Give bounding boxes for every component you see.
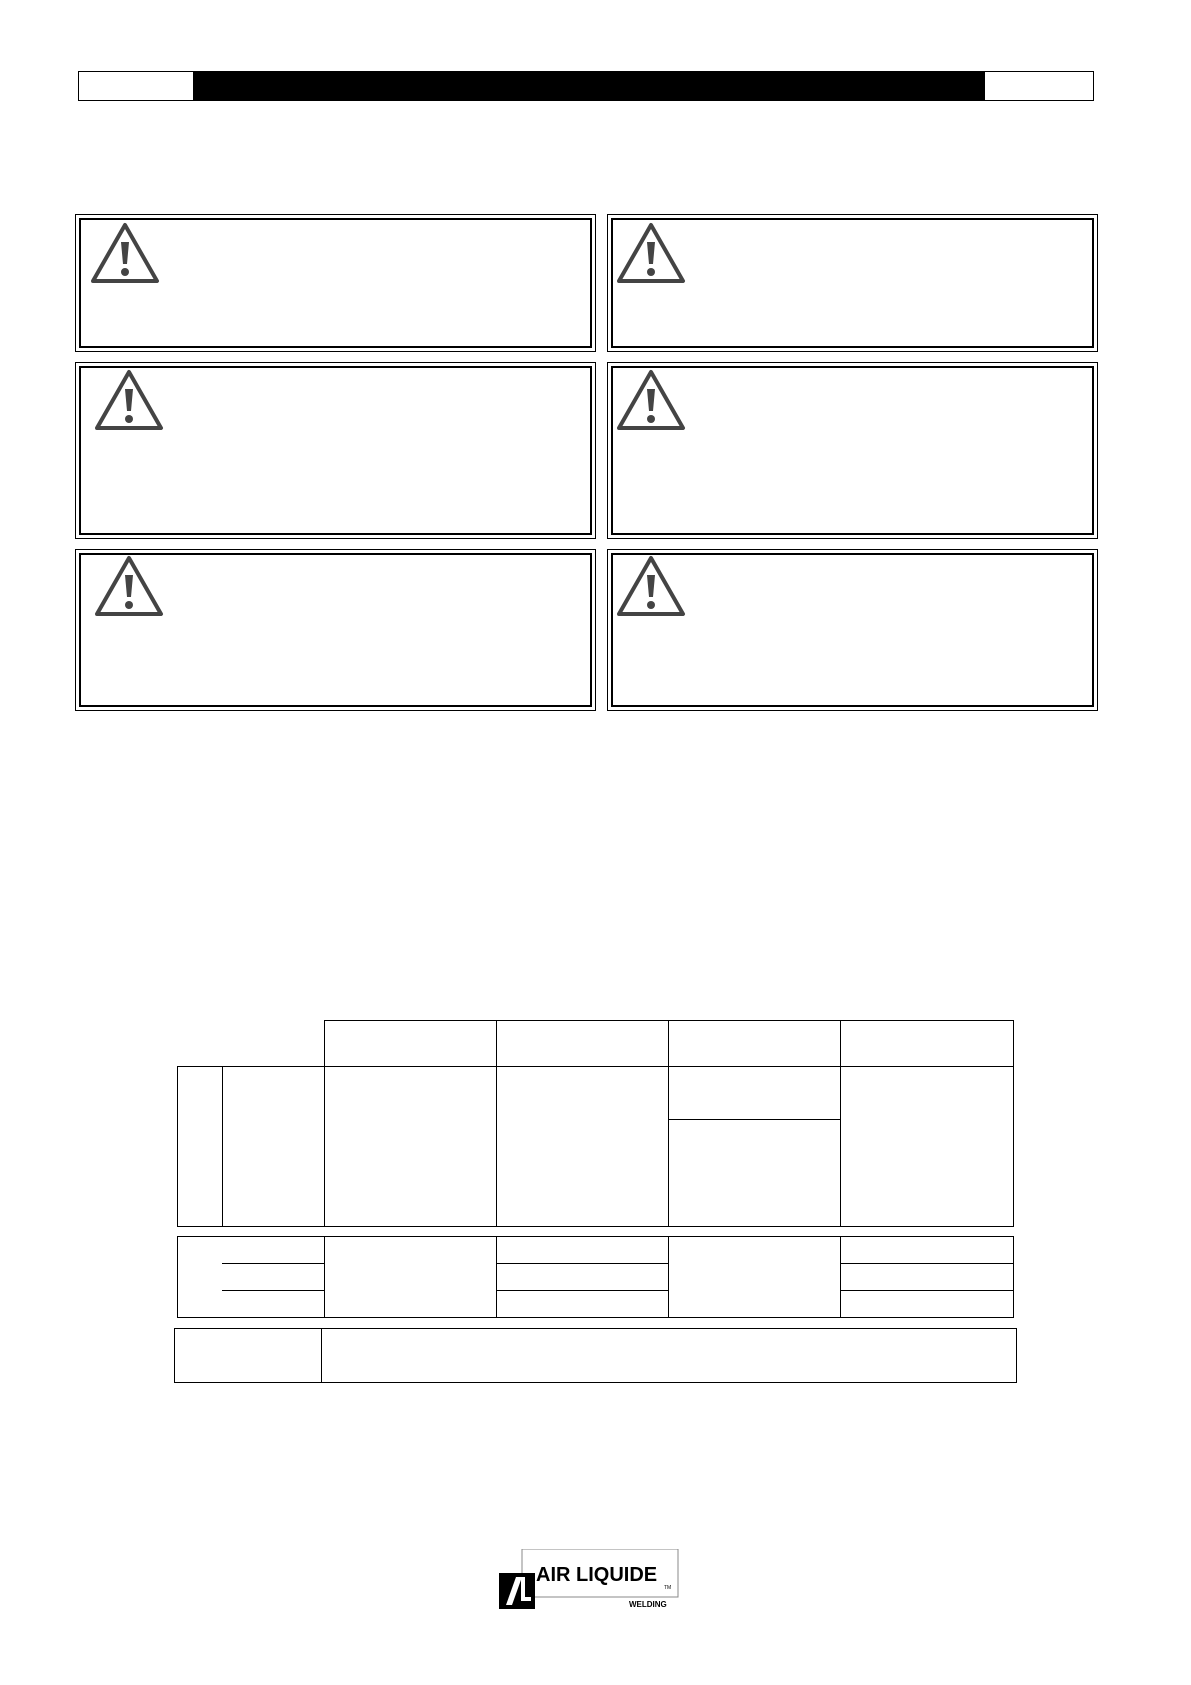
logo-tm: TM	[664, 1585, 672, 1591]
header-title-bar	[193, 71, 985, 101]
logo-sub: WELDING	[629, 1600, 667, 1609]
warning-box-3	[75, 362, 596, 539]
air-liquide-logo-icon	[499, 1549, 679, 1609]
warning-triangle-icon	[94, 555, 164, 617]
warning-box-2	[607, 214, 1098, 352]
warning-box-6	[607, 549, 1098, 711]
warning-triangle-icon	[616, 369, 686, 431]
warning-triangle-icon	[94, 369, 164, 431]
warning-box-5	[75, 549, 596, 711]
warning-triangle-icon	[616, 222, 686, 284]
header-left-cell	[78, 71, 194, 101]
table-footer-row	[174, 1328, 1017, 1383]
air-liquide-logo	[499, 1549, 679, 1609]
logo-brand: AIR LIQUIDE	[536, 1564, 658, 1586]
warning-box-4	[607, 362, 1098, 539]
warning-triangle-icon	[616, 555, 686, 617]
header-right-cell	[984, 71, 1094, 101]
warning-triangle-icon	[90, 222, 160, 284]
warning-box-1	[75, 214, 596, 352]
